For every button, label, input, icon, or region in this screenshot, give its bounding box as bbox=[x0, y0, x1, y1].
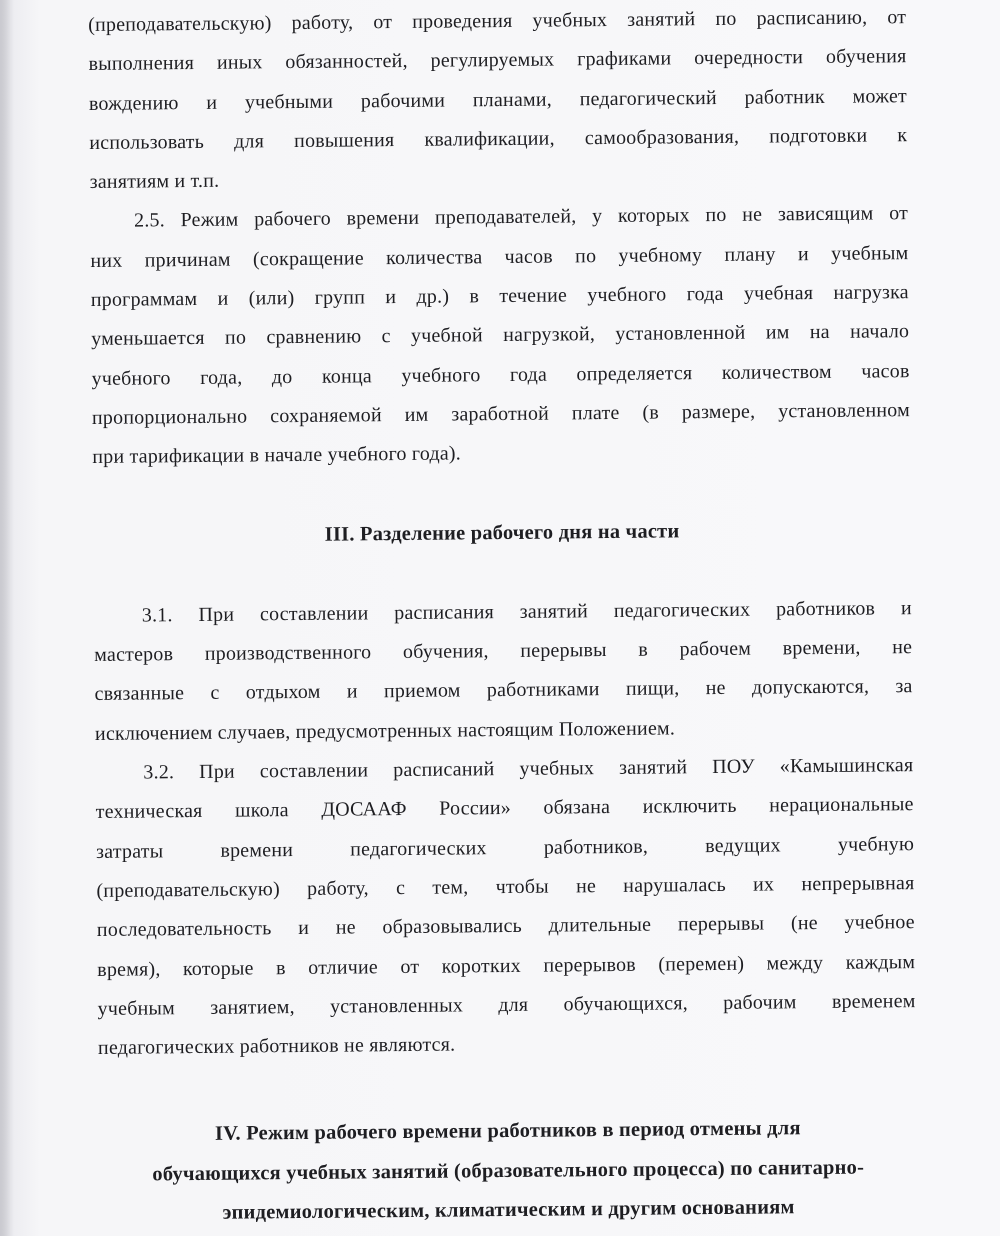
text-line: исключением случаев, предусмотренных настоящим Положением. bbox=[94, 717, 676, 745]
text-line: связанные с отдыхом и приемом работниками пищи, не допускаются, за bbox=[94, 675, 913, 706]
text-line: педагогических работников не являются. bbox=[97, 1033, 456, 1060]
text-line: уменьшается по сравнению с учебной нагрузкой, установленной им на начало bbox=[91, 320, 910, 351]
text-line: выполнения иных обязанностей, регулируемых графиками очередности обучения bbox=[88, 45, 907, 76]
text-line: занятиям и т.п. bbox=[89, 169, 220, 194]
paragraph-3-2 bbox=[95, 746, 916, 1068]
paragraph-2-5 bbox=[90, 195, 911, 478]
text-line: учебным занятием, установленных для обучающихся, рабочим временем bbox=[97, 989, 916, 1020]
section-heading-line: IV. Режим рабочего времени работников в период отмены для bbox=[214, 1117, 801, 1146]
section-heading-line: обучающихся учебных занятий (образовательного процесса) по санитарно- bbox=[152, 1156, 865, 1186]
section-heading-line: эпидемиологическим, климатическим и другим основаниям bbox=[222, 1196, 795, 1224]
paragraph-3-1 bbox=[94, 589, 913, 754]
text-line: программам и (или) групп и др.) в течение учебного года учебная нагрузка bbox=[90, 281, 909, 312]
document-body bbox=[88, 0, 918, 1234]
text-line: при тарификации в начале учебного года). bbox=[92, 442, 462, 469]
text-line: 3.2. При составлении расписаний учебных занятий ПОУ «Камышинская bbox=[143, 754, 914, 784]
text-line: техническая школа ДОСААФ России» обязана исключить нерациональные bbox=[95, 793, 914, 824]
section-heading: III. Разделение рабочего дня на части bbox=[324, 519, 680, 546]
text-line: (преподавательскую) работу, с тем, чтобы не нарушалась их непрерывная bbox=[96, 872, 915, 902]
text-line: них причинам (сокращение количества часов по учебному плану и учебным bbox=[90, 241, 909, 272]
text-line: вождению и учебными рабочими планами, педагогический работник может bbox=[88, 84, 908, 115]
text-line: последовательность и не образовывались длительные перерывы (не учебное bbox=[96, 911, 915, 942]
text-line: пропорционально сохраняемой им заработной плате (в размере, установленном bbox=[91, 399, 911, 429]
text-line: затраты времени педагогических работников, ведущих учебную bbox=[96, 832, 915, 863]
text-line: использовать для повышения квалификации, самообразования, подготовки к bbox=[89, 124, 908, 154]
text-line: мастеров производственного обучения, перерывы в рабочем времени, не bbox=[94, 636, 913, 667]
section-heading-iv bbox=[99, 1109, 918, 1235]
text-line: 3.1. При составлении расписания занятий педагогических работников и bbox=[141, 596, 912, 627]
text-line: учебного года, до конца учебного года определяется количеством часов bbox=[91, 359, 910, 390]
text-line: (преподавательскую) работу, от проведения учебных занятий по расписанию, от bbox=[88, 6, 907, 36]
paragraph-continuation bbox=[88, 0, 908, 202]
text-line: время), которые в отличие от коротких перерывов (перемен) между каждым bbox=[97, 950, 916, 981]
text-line: 2.5. Режим рабочего времени преподавателей, у которых по не зависящим от bbox=[133, 202, 909, 233]
binding-shadow bbox=[0, 0, 14, 1236]
